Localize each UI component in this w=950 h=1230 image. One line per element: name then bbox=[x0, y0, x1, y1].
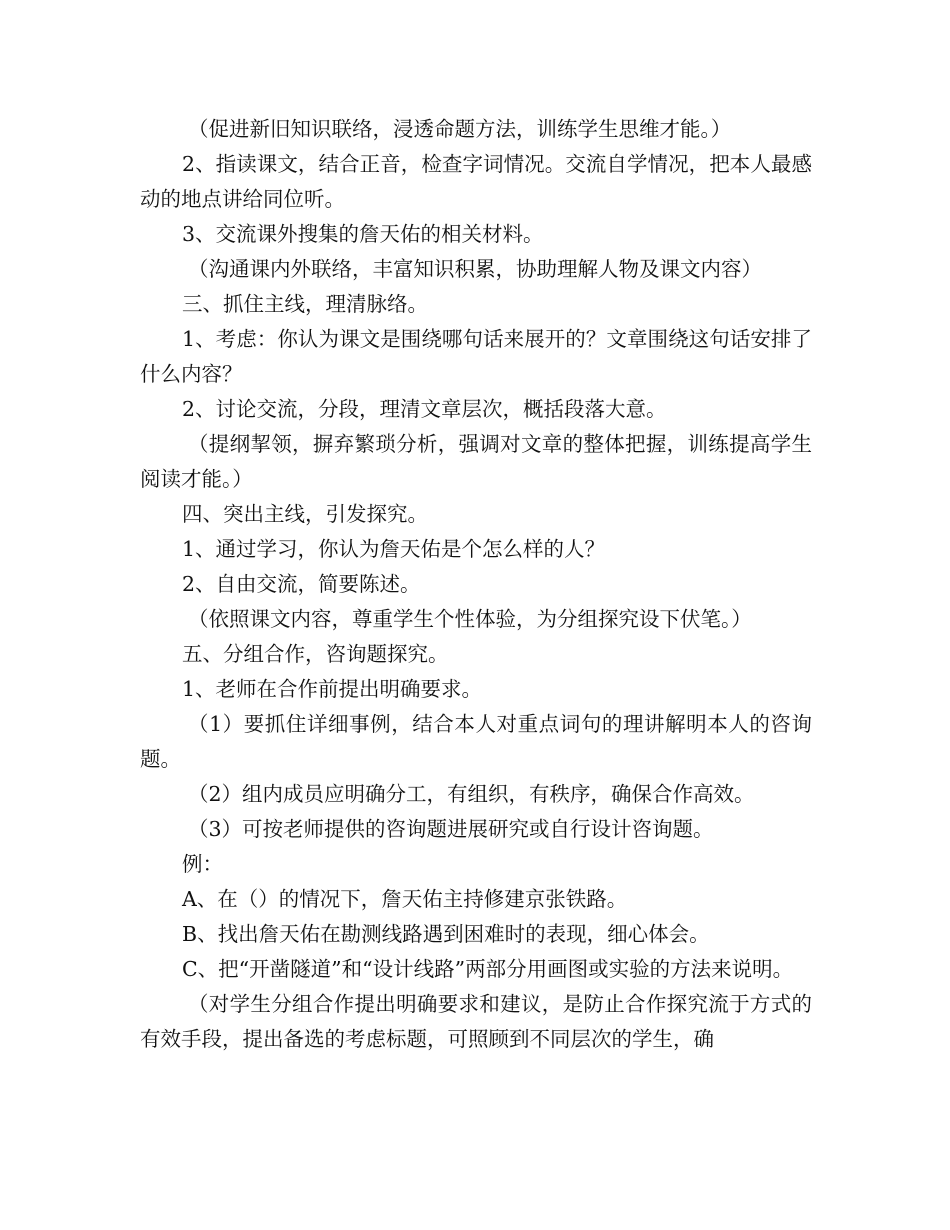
document-body bbox=[140, 112, 812, 1057]
section-heading: 五、分组合作，咨询题探究。 bbox=[182, 642, 449, 666]
paragraph: （1）要抓住详细事例，结合本人对重点词句的理讲解明本人的咨询题。 bbox=[140, 712, 812, 771]
paragraph: 1、通过学习，你认为詹天佑是个怎么样的人？ bbox=[182, 537, 606, 561]
section-heading: 三、抓住主线，理清脉络。 bbox=[182, 292, 428, 316]
paragraph: 例： bbox=[182, 852, 223, 876]
paragraph: （依照课文内容，尊重学生个性体验，为分组探究设下伏笔。） bbox=[188, 607, 752, 631]
paragraph: 2、自由交流，简要陈述。 bbox=[182, 572, 421, 596]
paragraph: （3）可按老师提供的咨询题进展研究或自行设计咨询题。 bbox=[188, 817, 714, 841]
paragraph: （沟通课内外联络，丰富知识积累，协助理解人物及课文内容） bbox=[188, 257, 762, 281]
paragraph: 3、交流课外搜集的詹天佑的相关材料。 bbox=[182, 222, 544, 246]
paragraph: （提纲挈领，摒弃繁琐分析，强调对文章的整体把握，训练提高学生阅读才能。） bbox=[140, 432, 812, 491]
paragraph: （对学生分组合作提出明确要求和建议，是防止合作探究流于方式的有效手段，提出备选的考虑标题，可照顾到不同层次的学生，确 bbox=[140, 992, 812, 1051]
paragraph: 2、指读课文，结合正音，检查字词情况。交流自学情况，把本人最感动的地点讲给同位听。 bbox=[140, 152, 812, 211]
paragraph: 1、老师在合作前提出明确要求。 bbox=[182, 677, 483, 701]
section-heading: 四、突出主线，引发探究。 bbox=[182, 502, 428, 526]
paragraph: C、把“开凿隧道”和“设计线路”两部分用画图或实验的方法来说明。 bbox=[182, 957, 794, 981]
paragraph: 1、考虑：你认为课文是围绕哪句话来展开的？文章围绕这句话安排了什么内容？ bbox=[140, 327, 812, 386]
paragraph: （促进新旧知识联络，浸透命题方法，训练学生思维才能。） bbox=[188, 117, 732, 141]
paragraph: （2）组内成员应明确分工，有组织，有秩序，确保合作高效。 bbox=[188, 782, 755, 806]
paragraph: A、在（）的情况下，詹天佑主持修建京张铁路。 bbox=[182, 887, 628, 911]
paragraph: B、找出詹天佑在勘测线路遇到困难时的表现，细心体会。 bbox=[182, 922, 710, 946]
paragraph: 2、讨论交流，分段，理清文章层次，概括段落大意。 bbox=[182, 397, 667, 421]
